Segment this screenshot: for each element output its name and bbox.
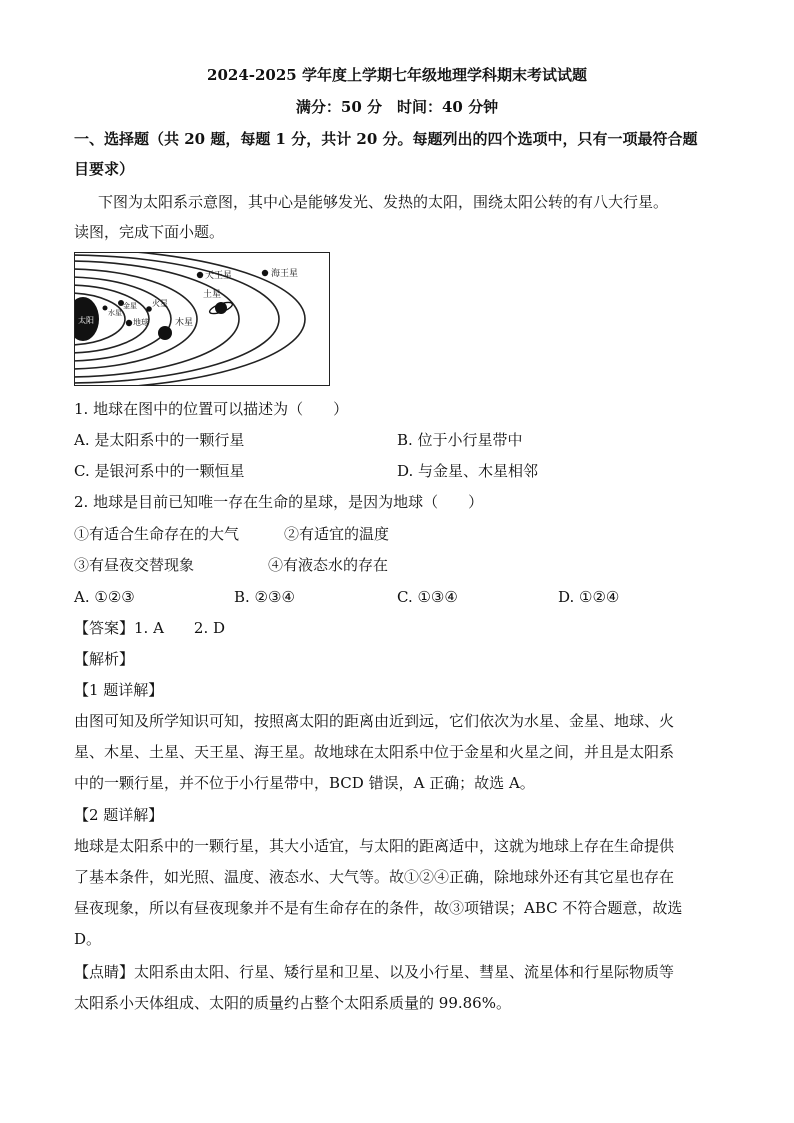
tip-line: 太阳系小天体组成、太阳的质量约占整个太阳系质量的 99.86%。 (74, 994, 511, 1012)
q2-statement-1: ①有适合生命存在的大气 (74, 525, 240, 543)
tip-line: 【点睛】太阳系由太阳、行星、矮行星和卫星、以及小行星、彗星、流星体和行星际物质等 (74, 963, 675, 981)
q1-detail-line: 星、木星、土星、天王星、海王星。故地球在太阳系中位于金星和火星之间，并且是太阳系 (74, 743, 675, 761)
q2-statement-3: ③有昼夜交替现象 (74, 556, 195, 574)
q1-stem: 1. 地球在图中的位置可以描述为（ ） (74, 400, 349, 418)
q1-detail-heading: 【1 题详解】 (74, 681, 164, 699)
earth-label: 地球 (133, 318, 149, 327)
score-time-line: 满分：50 分 时间：40 分钟 (295, 98, 499, 116)
uranus-dot (197, 272, 203, 278)
q2-statement-4: ④有液态水的存在 (268, 556, 389, 574)
section-heading-line2: 目要求） (74, 160, 135, 178)
q2-option-b: B. ②③④ (234, 588, 295, 606)
q2-detail-line: D。 (74, 930, 102, 948)
page-title: 2024-2025 学年度上学期七年级地理学科期末考试试题 (207, 66, 587, 84)
venus-label: 金星 (123, 302, 137, 310)
q1-detail-line: 由图可知及所学知识可知，按照离太阳的距离由近到远，它们依次为水星、金星、地球、火 (74, 712, 675, 730)
solar-system-diagram (74, 252, 330, 386)
neptune-label: 海王星 (271, 269, 299, 279)
q2-detail-paragraph (74, 831, 724, 955)
q2-detail-line: 地球是太阳系中的一颗行星，其大小适宜，与太阳的距离适中，这就为地球上存在生命提供 (74, 837, 675, 855)
q2-statement-2: ②有适宜的温度 (284, 525, 390, 543)
jupiter-dot (158, 326, 172, 340)
mars-label: 火星 (152, 299, 168, 308)
q1-detail-paragraph (74, 706, 724, 799)
sun-label: 太阳 (78, 316, 94, 325)
intro-line2: 读图，完成下面小题。 (74, 223, 225, 241)
intro-line1: 下图为太阳系示意图，其中心是能够发光、发热的太阳，围绕太阳公转的有八大行星。 (98, 193, 669, 211)
mercury-label: 水星 (108, 309, 122, 317)
tip-paragraph (74, 957, 724, 1019)
uranus-label: 天王星 (205, 271, 233, 281)
q2-detail-heading: 【2 题详解】 (74, 806, 164, 824)
q2-detail-line: 了基本条件，如光照、温度、液态水、大气等。故①②④正确，除地球外还有其它星也存在 (74, 868, 675, 886)
saturn-label: 土星 (203, 290, 222, 300)
mars-dot (146, 306, 152, 312)
mercury-dot (103, 306, 108, 311)
jupiter-label: 木星 (175, 318, 194, 328)
q2-stem: 2. 地球是目前已知唯一存在生命的星球，是因为地球（ ） (74, 493, 484, 511)
q1-option-b: B. 位于小行星带中 (397, 431, 523, 449)
q1-option-d: D. 与金星、木星相邻 (397, 462, 539, 480)
q1-detail-line: 中的一颗行星，并不位于小行星带中，BCD 错误，A 正确；故选 A。 (74, 774, 535, 792)
answer-line: 【答案】1. A 2. D (74, 619, 226, 637)
earth-dot (126, 320, 132, 326)
q2-option-a: A. ①②③ (74, 588, 135, 606)
saturn-mark (208, 300, 233, 316)
q2-option-c: C. ①③④ (397, 588, 458, 606)
section-heading-line1: 一、选择题（共 20 题，每题 1 分，共计 20 分。每题列出的四个选项中，只有一项最符合题 (74, 130, 698, 148)
q1-option-c: C. 是银河系中的一颗恒星 (74, 462, 245, 480)
q2-option-d: D. ①②④ (558, 588, 620, 606)
q1-option-a: A. 是太阳系中的一颗行星 (74, 431, 245, 449)
solar-system-figure (75, 253, 329, 385)
analysis-heading: 【解析】 (74, 650, 135, 668)
neptune-dot (262, 270, 268, 276)
q2-detail-line: 昼夜现象，所以有昼夜现象并不是有生命存在的条件，故③项错误；ABC 不符合题意，故选 (74, 899, 683, 917)
